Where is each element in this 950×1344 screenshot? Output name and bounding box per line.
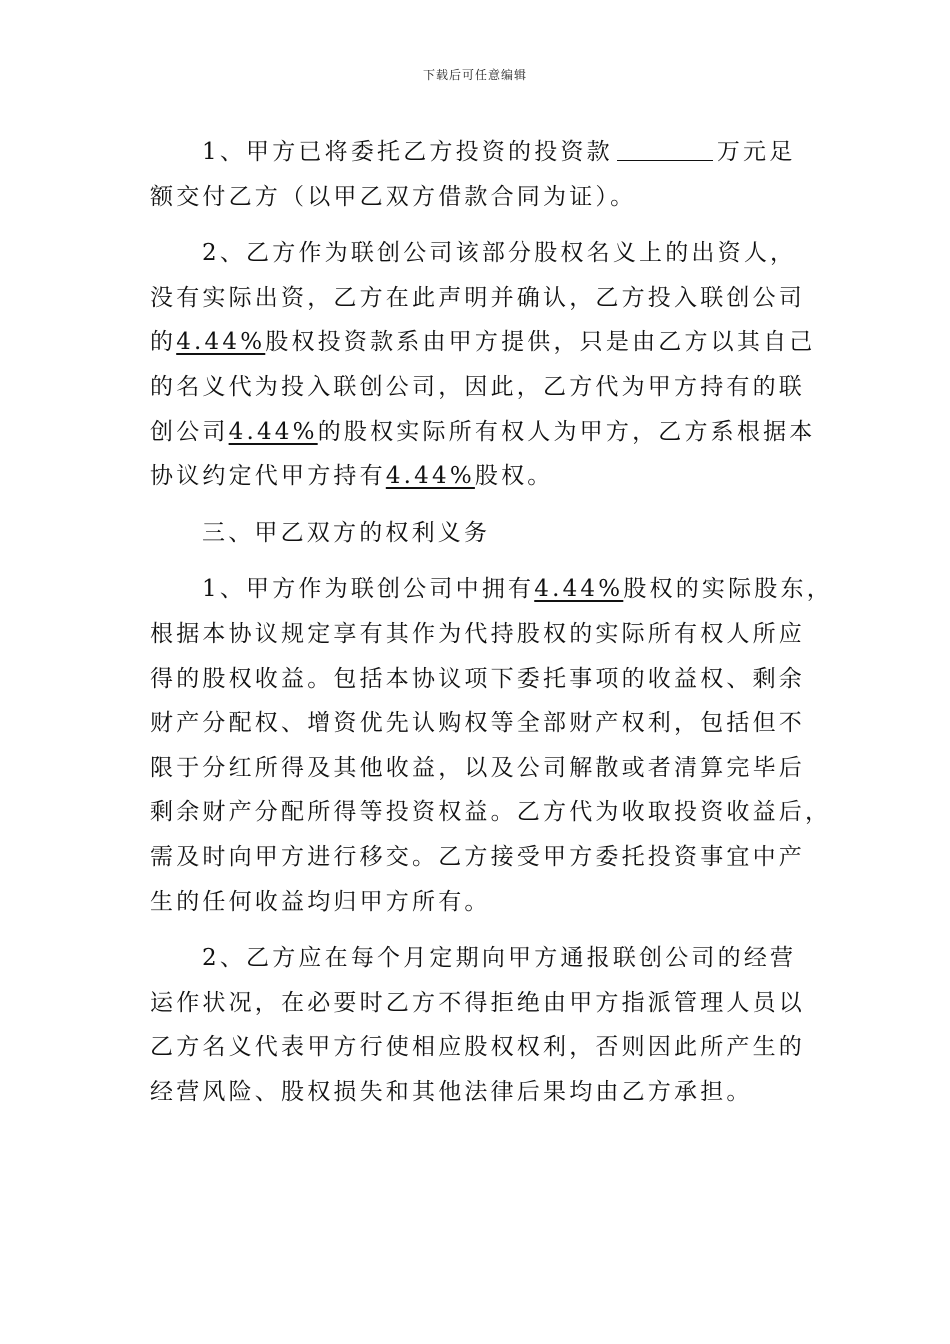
paragraph-line: 运作状况，在必要时乙方不得拒绝由甲方指派管理人员以 <box>150 989 805 1016</box>
paragraph-line: 财产分配权、增资优先认购权等全部财产权利，包括但不 <box>150 710 805 737</box>
document-body <box>150 130 833 1114</box>
paragraph-line <box>150 567 833 612</box>
section-heading: 三、甲乙双方的权利义务 <box>202 519 491 546</box>
text-span: 创公司 <box>150 418 229 445</box>
equity-percentage: 4.44% <box>385 463 475 490</box>
paragraph-line: 2、乙方应在每个月定期向甲方通报联创公司的经营 <box>202 945 797 972</box>
paragraph-line: 剩余财产分配所得等投资权益。乙方代为收取投资收益后， <box>150 799 832 826</box>
paragraph-line <box>150 454 800 499</box>
text-span: 股权的实际股东， <box>623 576 833 603</box>
paragraph-line: 没有实际出资，乙方在此声明并确认，乙方投入联创公司 <box>150 284 805 311</box>
paragraph-line: 根据本协议规定享有其作为代持股权的实际所有权人所应 <box>150 620 805 647</box>
text-span: 万元足 <box>716 139 796 165</box>
equity-percentage: 4.44% <box>228 418 318 445</box>
paragraph-line: 2、乙方作为联创公司该部分股权名义上的出资人， <box>202 240 797 267</box>
paragraph-line <box>150 410 816 455</box>
paragraph-line <box>150 320 816 365</box>
paragraph-line: 限于分红所得及其他收益，以及公司解散或者清算完毕后 <box>150 754 805 781</box>
paragraph-line: 的名义代为投入联创公司，因此，乙方代为甲方持有的联 <box>150 373 805 400</box>
text-span: 的 <box>150 329 177 356</box>
paragraph-line: 额交付乙方（以甲乙双方借款合同为证）。 <box>150 183 637 210</box>
text-span: 股权投资款系由甲方提供，只是由乙方以其自己 <box>265 329 816 356</box>
paragraph-line <box>150 130 800 175</box>
paragraph-line: 生的任何收益均归甲方所有。 <box>150 888 491 915</box>
text-span: 协议约定代甲方持有 <box>150 463 386 490</box>
equity-percentage: 4.44% <box>534 576 624 603</box>
text-span: 1、甲方作为联创公司中拥有 <box>202 576 535 603</box>
paragraph-line: 经营风险、股权损失和其他法律后果均由乙方承担。 <box>150 1078 753 1105</box>
page-header-note: 下载后可任意编辑 <box>422 68 527 82</box>
amount-blank-field <box>617 138 713 161</box>
text-span: 的股权实际所有权人为甲方，乙方系根据本 <box>317 418 816 445</box>
equity-percentage: 4.44% <box>176 329 266 356</box>
paragraph-line: 得的股权收益。包括本协议项下委托事项的收益权、剩余 <box>150 665 805 692</box>
paragraph-line: 需及时向甲方进行移交。乙方接受甲方委托投资事宜中产 <box>150 843 805 870</box>
text-span: 1、甲方已将委托乙方投资的投资款 <box>202 139 613 165</box>
paragraph-line: 乙方名义代表甲方行使相应股权权利，否则因此所产生的 <box>150 1034 805 1061</box>
text-span: 股权。 <box>474 463 554 490</box>
